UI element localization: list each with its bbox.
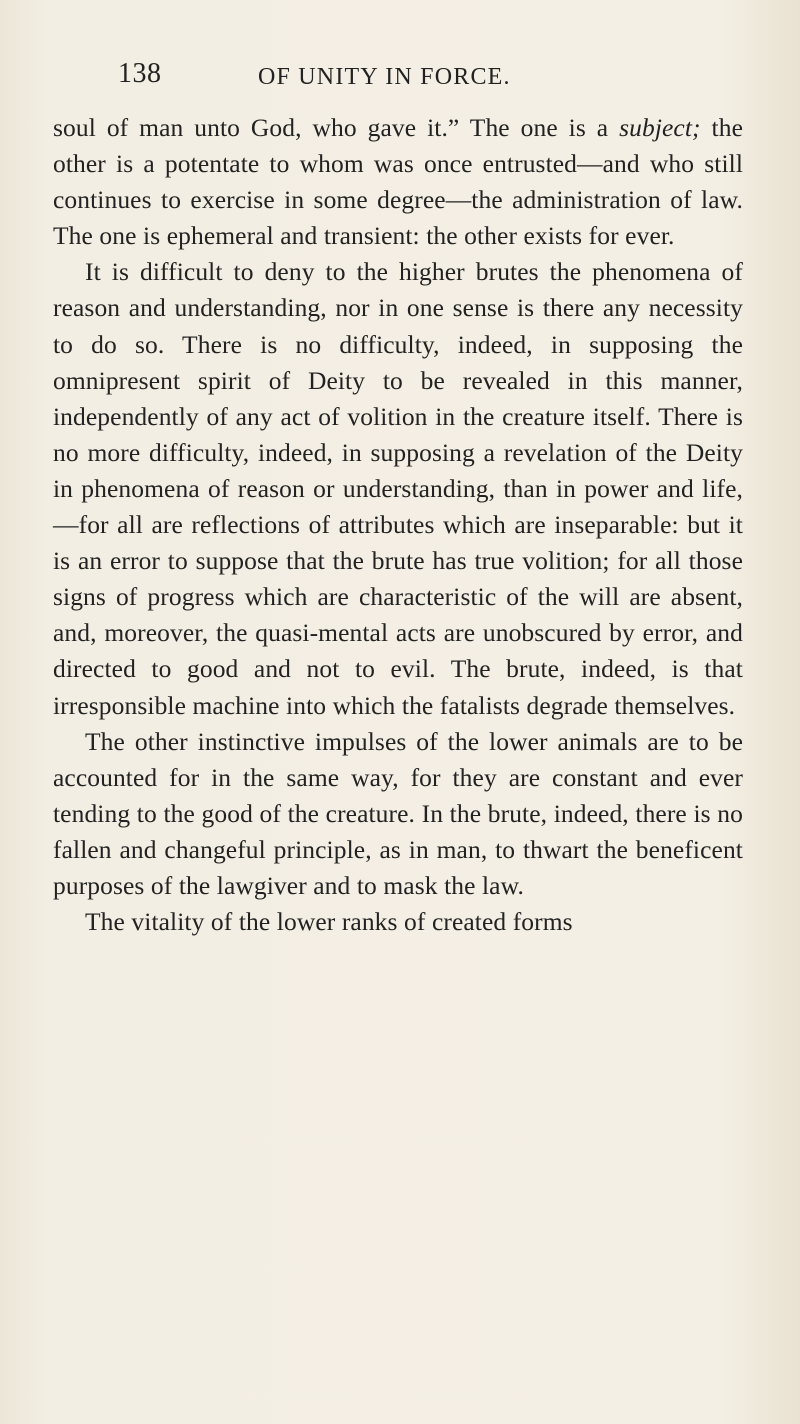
running-head xyxy=(118,58,698,98)
paragraph: The other instinctive impulses of the lower animals are to be accounted for in the same way, for they are constant and ever tending to the good of the creature. In the brute, indeed, there is no fallen and changeful principle, as in man, to thwart the beneficent purposes of the lawgiver and to mask the law. xyxy=(53,726,743,900)
paragraph: It is difficult to deny to the higher brutes the phenomena of reason and understanding, nor in one sense is there any necessity to do so. There is no difficulty, indeed, in supposing the omnipresent spirit of Deity to be revealed in this manner, independently of any act of volition in the creature itself. There is no more difficulty, indeed, in supposing a revelation of the Deity in phenomena of reason or understanding, than in power and life,—for all are reflections of attributes which are inseparable: but it is an error to suppose that the brute has true volition; for all those signs of progress which are characteristic of the will are absent, and, moreover, the quasi-mental acts are unobscured by error, and directed to good and not to evil. The brute, indeed, is that irresponsible machine into which the fatalists degrade themselves. xyxy=(53,257,743,720)
paragraph-continued xyxy=(53,110,743,254)
page-number: 138 xyxy=(118,58,162,89)
paragraph: The vitality of the lower ranks of created forms xyxy=(85,907,573,937)
italic-word: subject; xyxy=(619,113,701,142)
running-title: OF UNITY IN FORCE. xyxy=(258,64,511,90)
paragraph-text: the other is a potentate to whom was once entrusted—and who still continues to exercise in some degree—the administration of law. The one is ephemeral and transient: the other exists for ever. xyxy=(53,113,743,251)
paragraph-text: soul of man unto God, who gave it.” The one is a xyxy=(53,113,620,142)
body-text xyxy=(53,110,743,940)
